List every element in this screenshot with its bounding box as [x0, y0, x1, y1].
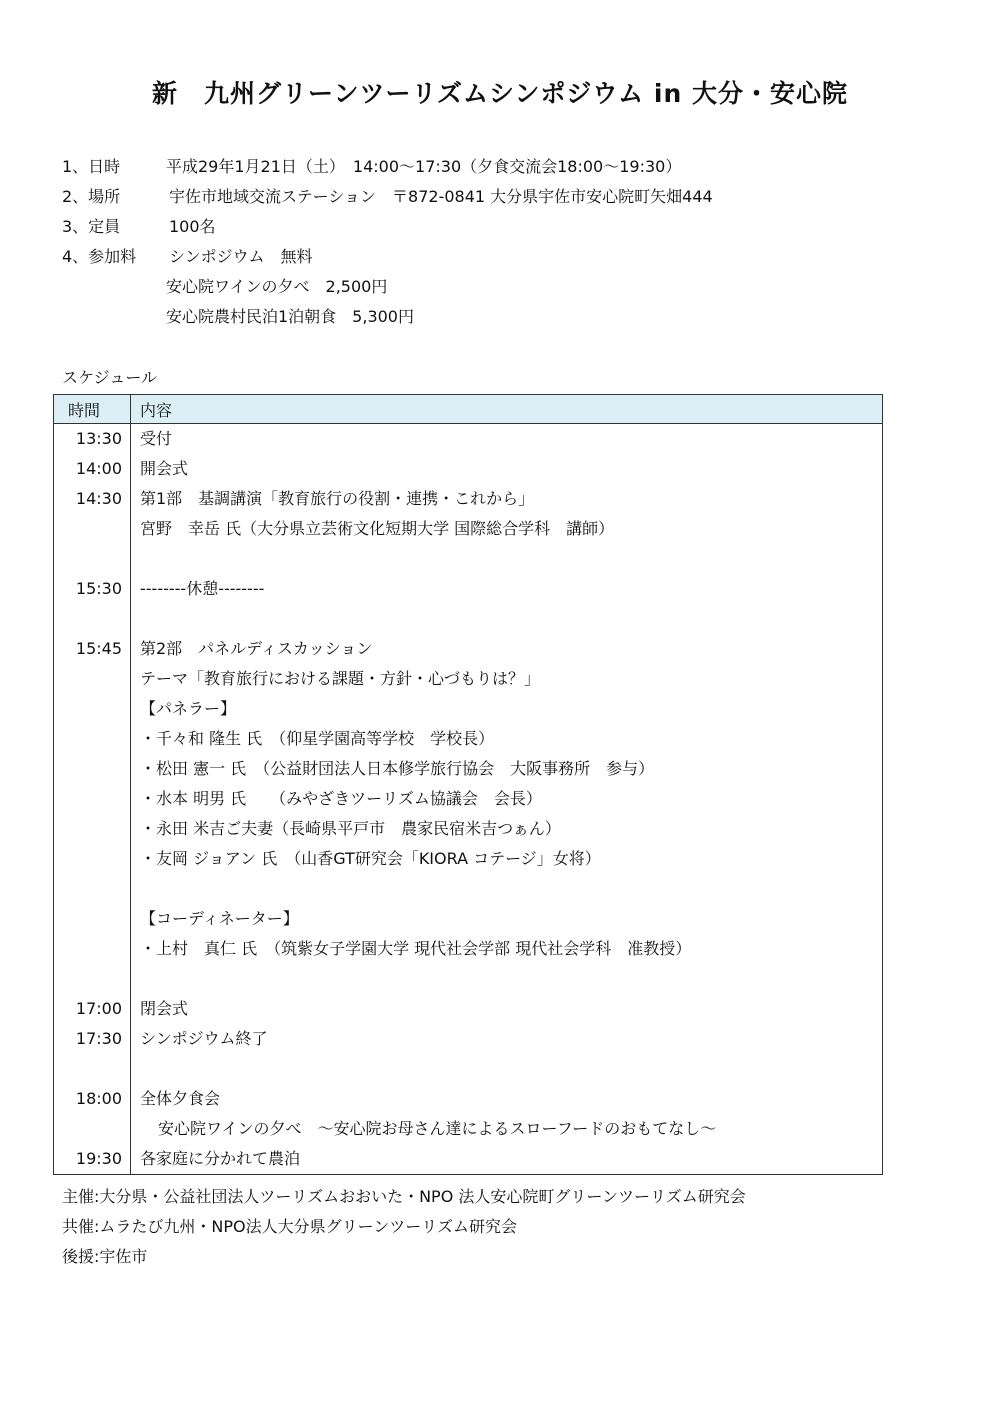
- info-value: シンポジウム 無料: [169, 247, 313, 266]
- schedule-time: 19:30: [75, 1149, 122, 1168]
- schedule-time: [54, 1114, 122, 1144]
- info-value: 安心院ワインの夕べ 2,500円: [166, 277, 388, 296]
- schedule-item: テーマ「教育旅行における課題・方針・心づもりは？」: [140, 669, 541, 688]
- time-column: [54, 424, 131, 1175]
- schedule-time: [54, 784, 122, 814]
- organizer-line: 主催:大分県・公益社団法人ツーリズムおおいた・NPO 法人安心院町グリーンツーリズム研究会: [62, 1187, 746, 1206]
- schedule-item: シンポジウム終了: [140, 1029, 268, 1048]
- info-value: 安心院農村民泊1泊朝食 5,300円: [166, 307, 414, 326]
- schedule-time: 15:45: [75, 639, 122, 658]
- schedule-item: ・永田 米吉ご夫妻（長崎県平戸市 農家民宿米吉つぁん）: [140, 819, 561, 838]
- sponsor-line: 後援:宇佐市: [62, 1247, 148, 1266]
- info-label: 1、日時: [62, 157, 121, 176]
- schedule-time: 14:00: [75, 459, 122, 478]
- schedule-item: 宮野 幸岳 氏（大分県立芸術文化短期大学 国際総合学科 講師）: [140, 519, 615, 538]
- header-content: 内容: [131, 395, 883, 424]
- schedule-item: ・松田 憲一 氏 （公益財団法人日本修学旅行協会 大阪事務所 参与）: [140, 759, 655, 778]
- schedule-time: 13:30: [75, 429, 122, 448]
- schedule-time: [54, 544, 122, 574]
- schedule-time: [54, 724, 122, 754]
- schedule-time: [54, 874, 122, 904]
- schedule-time: 17:00: [75, 999, 122, 1018]
- schedule-table: [53, 394, 883, 1175]
- schedule-time: 14:30: [75, 489, 122, 508]
- schedule-item: ・水本 明男 氏 （みやざきツーリズム協議会 会長）: [140, 789, 542, 808]
- info-label: 2、場所: [62, 187, 121, 206]
- schedule-item: 安心院ワインの夕べ ～安心院お母さん達によるスローフードのおもてなし～: [158, 1119, 717, 1138]
- schedule-time: [54, 664, 122, 694]
- schedule-item: 【コーディネーター】: [140, 909, 299, 928]
- schedule-item: 各家庭に分かれて農泊: [140, 1149, 301, 1168]
- schedule-item: 受付: [140, 429, 173, 448]
- info-value: 100名: [169, 217, 216, 236]
- schedule-item: 第2部 パネルディスカッション: [140, 639, 373, 658]
- schedule-item: --------休憩--------: [140, 579, 265, 598]
- schedule-item: ・友岡 ジョアン 氏 （山香GT研究会「KIORA コテージ」女将）: [140, 849, 601, 868]
- schedule-time: [54, 814, 122, 844]
- schedule-item: 第1部 基調講演「教育旅行の役割・連携・これから」: [140, 489, 535, 508]
- schedule-item: 閉会式: [140, 999, 189, 1018]
- header-time: 時間: [54, 395, 131, 424]
- schedule-item: ・上村 真仁 氏 （筑紫女子学園大学 現代社会学部 現代社会学科 准教授）: [140, 939, 692, 958]
- footer: [62, 1182, 746, 1272]
- table-body-row: [54, 424, 883, 1175]
- schedule-time: [54, 514, 122, 544]
- schedule-item: 全体夕食会: [140, 1089, 221, 1108]
- schedule-time: [54, 604, 122, 634]
- info-value: 平成29年1月21日（土） 14:00～17:30（夕食交流会18:00～19:30）: [166, 157, 682, 176]
- schedule-time: [54, 694, 122, 724]
- schedule-item: ・千々和 隆生 氏 （仰星学園高等学校 学校長）: [140, 729, 495, 748]
- schedule-item: [140, 604, 882, 634]
- document-title: 新 九州グリーンツーリズムシンポジウム in 大分・安心院: [152, 79, 848, 108]
- schedule-heading: スケジュール: [62, 368, 158, 387]
- schedule-time: 17:30: [75, 1029, 122, 1048]
- schedule-item: [140, 874, 882, 904]
- info-label: 3、定員: [62, 217, 121, 236]
- table-header-row: [54, 395, 883, 424]
- schedule-time: [54, 754, 122, 784]
- schedule-time: [54, 934, 122, 964]
- co-organizer-line: 共催:ムラたび九州・NPO法人大分県グリーンツーリズム研究会: [62, 1217, 517, 1236]
- schedule-time: [54, 964, 122, 994]
- info-label: 4、参加料: [62, 247, 137, 266]
- schedule-item: 開会式: [140, 459, 189, 478]
- schedule-time: [54, 1054, 122, 1084]
- schedule-time: [54, 904, 122, 934]
- schedule-time: [54, 844, 122, 874]
- content-column: [131, 424, 883, 1175]
- schedule-item: [140, 1054, 882, 1084]
- info-value: 宇佐市地域交流ステーション 〒872-0841 大分県宇佐市安心院町矢畑444: [169, 187, 713, 206]
- schedule-item: [140, 964, 882, 994]
- schedule-time: 18:00: [75, 1089, 122, 1108]
- schedule-item: 【パネラー】: [140, 699, 237, 718]
- schedule-time: 15:30: [75, 579, 122, 598]
- schedule-item: [140, 544, 882, 574]
